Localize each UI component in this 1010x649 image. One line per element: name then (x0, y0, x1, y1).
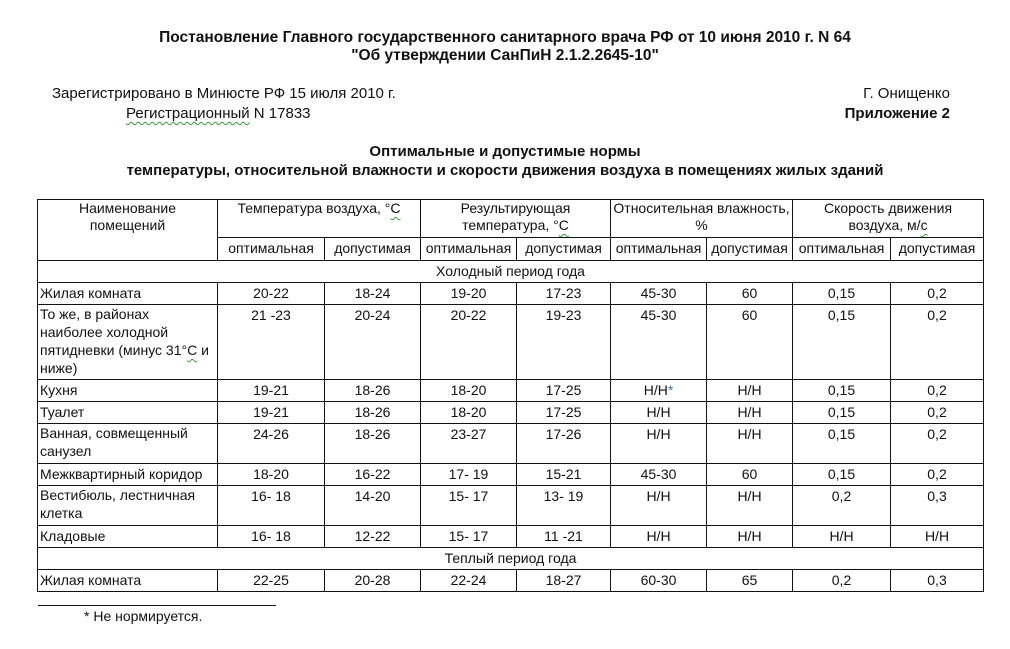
value-cell: 18-27 (517, 570, 611, 592)
value-cell: Н/Н (611, 526, 707, 548)
value-cell: 0,2 (891, 464, 984, 486)
value-cell: 18-26 (325, 424, 421, 464)
table-row (38, 486, 984, 526)
value-cell: Н/Н* (611, 380, 707, 402)
room-name: Туалет (38, 402, 218, 424)
value-cell: 60 (707, 305, 793, 380)
value-cell: Н/Н (707, 402, 793, 424)
room-name: Вестибюль, лестничная клетка (38, 486, 218, 526)
value-cell: 14-20 (325, 486, 421, 526)
value-cell: 17-25 (517, 402, 611, 424)
value-cell: Н/Н (707, 380, 793, 402)
value-cell: 16- 18 (218, 486, 325, 526)
value-cell: 15- 17 (421, 526, 517, 548)
value-cell: 45-30 (611, 464, 707, 486)
value-cell: Н/Н (891, 526, 984, 548)
period-row (38, 548, 984, 570)
room-name: Межквартирный коридор (38, 464, 218, 486)
value-cell: 13- 19 (517, 486, 611, 526)
value-cell: 0,2 (891, 380, 984, 402)
value-cell: 65 (707, 570, 793, 592)
value-cell: 45-30 (611, 283, 707, 305)
room-name: Жилая комната (38, 570, 218, 592)
value-cell: 16-22 (325, 464, 421, 486)
value-cell: 19-23 (517, 305, 611, 380)
value-cell: 60 (707, 464, 793, 486)
value-cell: 0,3 (891, 570, 984, 592)
sub-optimal: оптимальная (793, 237, 891, 260)
value-cell: 15- 17 (421, 486, 517, 526)
value-cell: 18-20 (218, 464, 325, 486)
signatory: Г. Онищенко (863, 85, 950, 102)
header-room: Наименование помещений (38, 200, 218, 261)
table-row (38, 283, 984, 305)
value-cell: 19-20 (421, 283, 517, 305)
value-cell: 0,2 (891, 402, 984, 424)
sub-optimal: оптимальная (421, 237, 517, 260)
value-cell: 12-22 (325, 526, 421, 548)
value-cell: 0,15 (793, 283, 891, 305)
period-row (38, 261, 984, 283)
value-cell: 11 -21 (517, 526, 611, 548)
value-cell: 17-23 (517, 283, 611, 305)
table-row (38, 424, 984, 464)
document-title-line2: "Об утверждении СанПиН 2.1.2.2645-10" (351, 47, 659, 64)
value-cell: 20-22 (218, 283, 325, 305)
header-humidity: Относительная влажность, % (611, 200, 793, 238)
value-cell: Н/Н (707, 424, 793, 464)
value-cell: 18-24 (325, 283, 421, 305)
value-cell: 20-22 (421, 305, 517, 380)
table-row (38, 464, 984, 486)
warm-period-label: Теплый период года (38, 548, 984, 570)
value-cell: 45-30 (611, 305, 707, 380)
sub-optimal: оптимальная (611, 237, 707, 260)
value-cell: 22-25 (218, 570, 325, 592)
value-cell: 16- 18 (218, 526, 325, 548)
header-result-temp: Результирующая температура, °С (421, 200, 611, 238)
value-cell: 0,15 (793, 380, 891, 402)
value-cell: Н/Н (611, 486, 707, 526)
registration-number-label: Регистрационный (126, 105, 250, 122)
value-cell: 18-20 (421, 380, 517, 402)
room-name: Ванная, совмещенный санузел (38, 424, 218, 464)
value-cell: 0,2 (891, 305, 984, 380)
value-cell: 20-24 (325, 305, 421, 380)
value-cell: 60-30 (611, 570, 707, 592)
value-cell: Н/Н (707, 526, 793, 548)
room-name: То же, в районах наиболее холодной пятидневки (минус 31°С и ниже) (38, 305, 218, 380)
table-row (38, 526, 984, 548)
room-name: Жилая комната (38, 283, 218, 305)
registration-number (126, 105, 311, 122)
value-cell: 24-26 (218, 424, 325, 464)
value-cell: 21 -23 (218, 305, 325, 380)
value-cell: 20-28 (325, 570, 421, 592)
value-cell: 0,15 (793, 464, 891, 486)
sub-allowed: допустимая (891, 237, 984, 260)
value-cell: 0,3 (891, 486, 984, 526)
value-cell: 0,15 (793, 305, 891, 380)
value-cell: 60 (707, 283, 793, 305)
value-cell: 17- 19 (421, 464, 517, 486)
norms-table (37, 199, 984, 592)
room-name: Кладовые (38, 526, 218, 548)
header-row (38, 200, 984, 238)
value-cell: 22-24 (421, 570, 517, 592)
sub-allowed: допустимая (707, 237, 793, 260)
value-cell: 18-20 (421, 402, 517, 424)
footnote-asterisk: * (667, 382, 674, 398)
table-row (38, 402, 984, 424)
sub-allowed: допустимая (517, 237, 611, 260)
header-air-temp: Температура воздуха, °С (218, 200, 421, 238)
cold-period-label: Холодный период года (38, 261, 984, 283)
footnote: * Не нормируется. (84, 608, 203, 624)
value-cell: Н/Н (611, 402, 707, 424)
value-cell: 0,15 (793, 424, 891, 464)
value-cell: 0,2 (891, 424, 984, 464)
table-row (38, 570, 984, 592)
table-title-line1: Оптимальные и допустимые нормы (369, 143, 641, 160)
value-cell: 0,2 (793, 486, 891, 526)
room-name: Кухня (38, 380, 218, 402)
value-cell: 15-21 (517, 464, 611, 486)
table-row (38, 380, 984, 402)
value-cell: 19-21 (218, 380, 325, 402)
header-air-speed: Скорость движения воздуха, м/с (793, 200, 984, 238)
value-cell: 17-25 (517, 380, 611, 402)
value-cell: 0,15 (793, 402, 891, 424)
table-row (38, 305, 984, 380)
value-cell: Н/Н (707, 486, 793, 526)
document-title-line1: Постановление Главного государственного санитарного врача РФ от 10 июня 2010 г. N 64 (159, 29, 851, 46)
value-cell: 18-26 (325, 380, 421, 402)
appendix-label: Приложение 2 (844, 105, 950, 122)
registration-note: Зарегистрировано в Минюсте РФ 15 июля 2010 г. (52, 85, 396, 102)
value-cell: 18-26 (325, 402, 421, 424)
value-cell: Н/Н (793, 526, 891, 548)
value-cell: 0,2 (793, 570, 891, 592)
registration-number-value: N 17833 (249, 105, 311, 122)
value-cell: 0,2 (891, 283, 984, 305)
sub-optimal: оптимальная (218, 237, 325, 260)
value-cell: Н/Н (611, 424, 707, 464)
table-title-line2: температуры, относительной влажности и скорости движения воздуха в помещениях жилых зданий (126, 162, 884, 179)
footnote-divider (38, 605, 276, 606)
value-cell: 19-21 (218, 402, 325, 424)
value-cell: 23-27 (421, 424, 517, 464)
sub-allowed: допустимая (325, 237, 421, 260)
value-cell: 17-26 (517, 424, 611, 464)
